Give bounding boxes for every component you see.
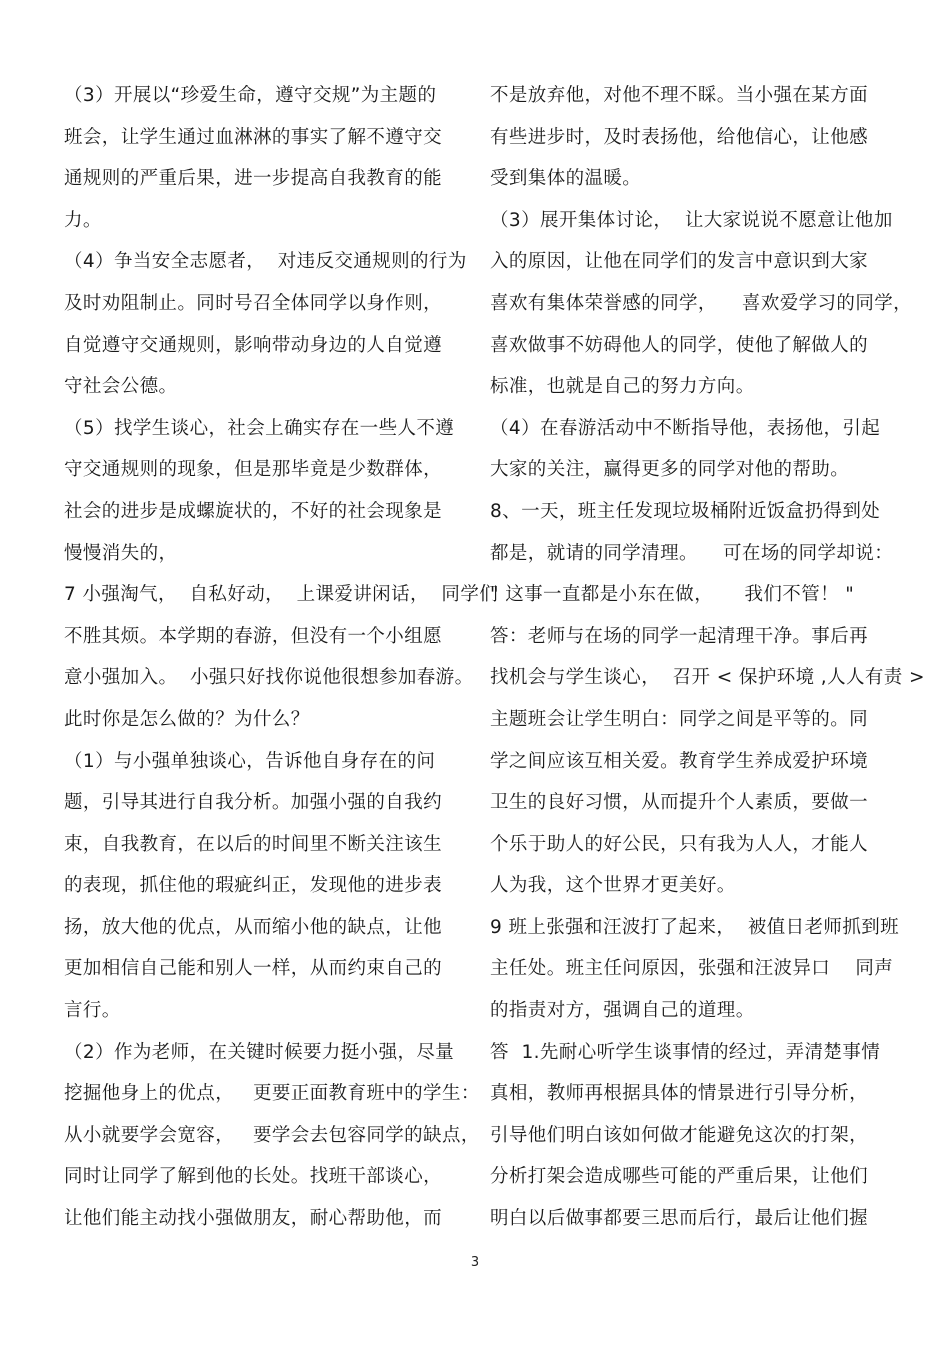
left-column [64,84,499,1249]
text-line: 7 小强淘气， 自私好动， 上课爱讲闲话， 同学们 [64,584,499,606]
text-line: 的指责对方，强调自己的道理。 [490,1000,755,1022]
text-line: （4）在春游活动中不断指导他，表扬他，引起 [490,417,881,439]
text-line: 明白以后做事都要三思而后行，最后让他们握 [490,1208,869,1230]
text-line: 都是，就请的同学清理。 可在场的同学却说： [490,542,894,564]
text-line: 言行。 [64,1000,121,1022]
text-line: 从小就要学会宽容， 要学会去包容同学的缺点， [64,1124,480,1146]
text-line: 意小强加入。 小强只好找你说他很想参加春游。 [64,667,474,689]
text-line: （4）争当安全志愿者， 对违反交通规则的行为 [64,251,467,273]
text-line: 人为我，这个世界才更美好。 [490,875,736,897]
text-line: 分析打架会造成哪些可能的严重后果，让他们 [490,1166,869,1188]
text-line: 喜欢有集体荣誉感的同学， 喜欢爱学习的同学， [490,292,913,314]
text-line: 学之间应该互相关爱。教育学生养成爱护环境 [490,750,869,772]
text-line: 真相，教师再根据具体的情景进行引导分析， [490,1083,869,1105]
text-line: 标准，也就是自己的努力方向。 [490,376,755,398]
text-line: （3）展开集体讨论， 让大家说说不愿意让他加 [490,209,893,231]
text-line: （1）与小强单独谈心，告诉他自身存在的问 [64,750,436,772]
text-line: 喜欢做事不妨碍他人的同学，使他了解做人的 [490,334,869,356]
text-line: 找机会与学生谈心， 召开 < 保护环境 ,人人有责 > [490,667,925,689]
text-line: 不胜其烦。本学期的春游，但没有一个小组愿 [64,625,443,647]
text-line: 8、一天，班主任发现垃圾桶附近饭盒扔得到处 [490,500,881,522]
text-line: 更加相信自己能和别人一样，从而约束自己的 [64,958,443,980]
text-line: 个乐于助人的好公民，只有我为人人，才能人 [490,833,869,855]
text-line: 通规则的严重后果，进一步提高自我教育的能 [64,168,443,190]
text-line: 大家的关注，赢得更多的同学对他的帮助。 [490,459,850,481]
text-line: 班会，让学生通过血淋淋的事实了解不遵守交 [64,126,443,148]
text-line: 束，自我教育，在以后的时间里不断关注该生 [64,833,443,855]
text-line: 同时让同学了解到他的长处。找班干部谈心， [64,1166,443,1188]
text-line: 卫生的良好习惯，从而提升个人素质，要做一 [490,792,869,814]
text-line: 有些进步时，及时表扬他，给他信心，让他感 [490,126,869,148]
text-line: 力。 [64,209,102,231]
text-line: 的表现，抓住他的瑕疵纠正，发现他的进步表 [64,875,443,897]
text-line: （5）找学生谈心，社会上确实存在一些人不遵 [64,417,455,439]
text-line: 入的原因，让他在同学们的发言中意识到大家 [490,251,869,273]
text-line: 9 班上张强和汪波打了起来， 被值日老师抓到班 [490,916,900,938]
text-line: 社会的进步是成螺旋状的，不好的社会现象是 [64,500,443,522]
text-line: 扬，放大他的优点，从而缩小他的缺点，让他 [64,916,443,938]
text-line: 让他们能主动找小强做朋友，耐心帮助他，而 [64,1208,443,1230]
text-line: 不是放弃他，对他不理不睬。当小强在某方面 [490,85,869,106]
text-line: 引导他们明白该如何做才能避免这次的打架， [490,1124,869,1146]
right-column [490,84,925,1249]
text-line: 受到集体的温暖。 [490,168,642,190]
text-line: 挖掘他身上的优点， 更要正面教育班中的学生： [64,1083,480,1105]
text-line: 慢慢消失的， [64,542,178,564]
text-line: 及时劝阻制止。同时号召全体同学以身作则， [64,292,443,314]
text-line: 守社会公德。 [64,376,178,398]
text-line: 自觉遵守交通规则，影响带动身边的人自觉遵 [64,334,443,356]
page-number: 3 [470,1255,480,1270]
text-line: 答 1.先耐心听学生谈事情的经过，弄清楚事情 [490,1041,881,1063]
text-line: " 这事一直都是小东在做， 我们不管！ " [490,584,855,606]
text-line: （3）开展以“珍爱生命，遵守交规”为主题的 [64,85,437,106]
text-line: 主任处。班主任问原因，张强和汪波异口 同声 [490,958,894,980]
text-line: 此时你是怎么做的？为什么？ [64,708,310,730]
text-line: 题，引导其进行自我分析。加强小强的自我约 [64,792,443,814]
text-line: （2）作为老师，在关键时候要力挺小强，尽量 [64,1041,455,1063]
text-line: 守交通规则的现象，但是那毕竟是少数群体， [64,459,443,481]
text-line: 答：老师与在场的同学一起清理干净。事后再 [490,625,869,647]
text-line: 主题班会让学生明白：同学之间是平等的。同 [490,708,869,730]
